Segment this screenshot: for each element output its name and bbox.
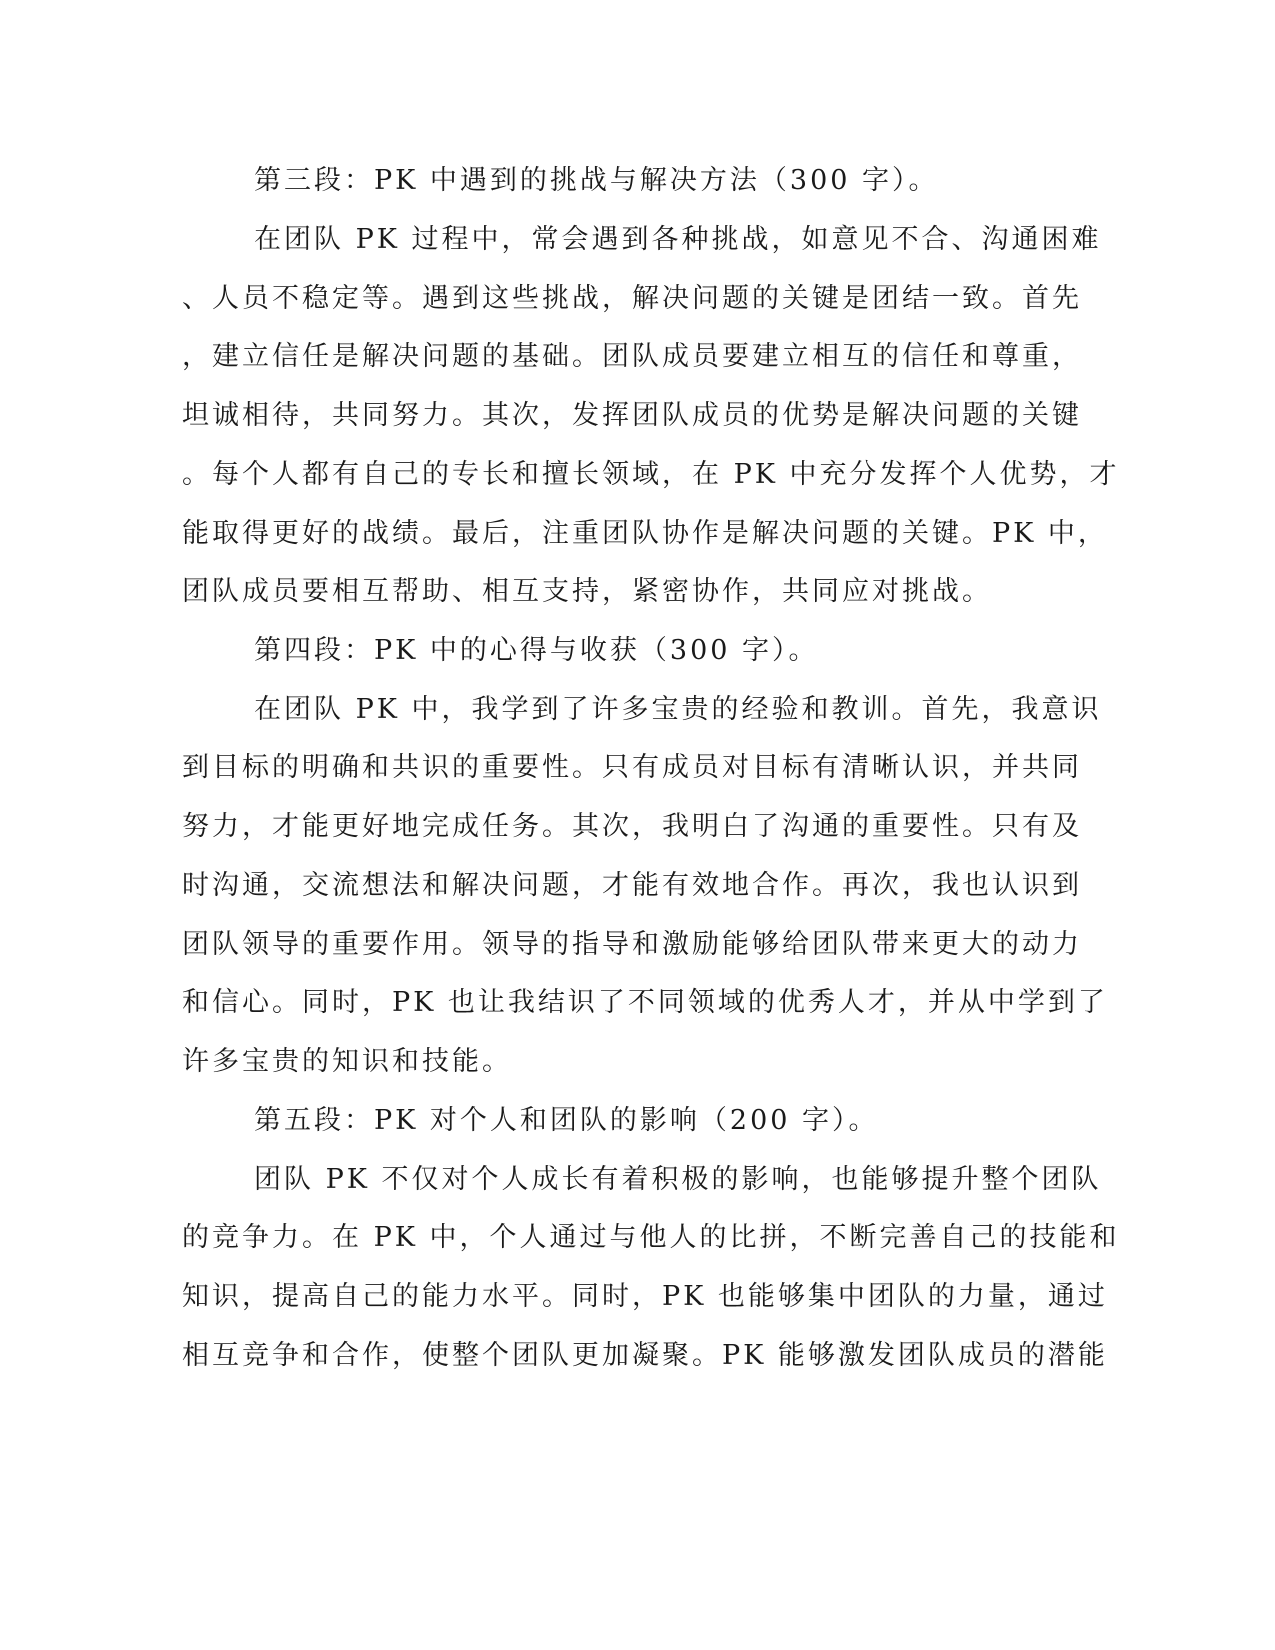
text-line: 团队领导的重要作用。领导的指导和激励能够给团队带来更大的动力 bbox=[182, 929, 1082, 960]
text-line: 知识，提高自己的能力水平。同时，PK 也能够集中团队的力量，通过 bbox=[182, 1281, 1108, 1312]
text-line: 到目标的明确和共识的重要性。只有成员对目标有清晰认识，并共同 bbox=[182, 752, 1082, 783]
text-line: 相互竞争和合作，使整个团队更加凝聚。PK 能够激发团队成员的潜能 bbox=[182, 1340, 1108, 1371]
text-line: 团队成员要相互帮助、相互支持，紧密协作，共同应对挑战。 bbox=[182, 576, 992, 607]
text-line: 许多宝贵的知识和技能。 bbox=[182, 1046, 512, 1077]
text-line: 的竞争力。在 PK 中，个人通过与他人的比拼，不断完善自己的技能和 bbox=[182, 1222, 1120, 1253]
text-line: 在团队 PK 中，我学到了许多宝贵的经验和教训。首先，我意识 bbox=[254, 694, 1102, 725]
text-line: 团队 PK 不仅对个人成长有着积极的影响，也能够提升整个团队 bbox=[254, 1164, 1102, 1195]
text-line: 和信心。同时，PK 也让我结识了不同领域的优秀人才，并从中学到了 bbox=[182, 987, 1108, 1018]
text-line: ，建立信任是解决问题的基础。团队成员要建立相互的信任和尊重， bbox=[182, 341, 1082, 372]
text-line: 。每个人都有自己的专长和擅长领域，在 PK 中充分发挥个人优势，才 bbox=[182, 459, 1120, 490]
text-line: 能取得更好的战绩。最后，注重团队协作是解决问题的关键。PK 中， bbox=[182, 518, 1108, 549]
text-line: 在团队 PK 过程中，常会遇到各种挑战，如意见不合、沟通困难 bbox=[254, 224, 1102, 255]
section-heading-4: 第四段：PK 中的心得与收获（300 字）。 bbox=[254, 635, 819, 666]
text-line: 、人员不稳定等。遇到这些挑战，解决问题的关键是团结一致。首先 bbox=[182, 283, 1082, 314]
section-heading-5: 第五段：PK 对个人和团队的影响（200 字）。 bbox=[254, 1105, 879, 1136]
text-line: 坦诚相待，共同努力。其次，发挥团队成员的优势是解决问题的关键 bbox=[182, 400, 1082, 431]
section-heading-3: 第三段：PK 中遇到的挑战与解决方法（300 字）。 bbox=[254, 165, 939, 196]
text-line: 时沟通，交流想法和解决问题，才能有效地合作。再次，我也认识到 bbox=[182, 870, 1082, 901]
text-line: 努力，才能更好地完成任务。其次，我明白了沟通的重要性。只有及 bbox=[182, 811, 1082, 842]
